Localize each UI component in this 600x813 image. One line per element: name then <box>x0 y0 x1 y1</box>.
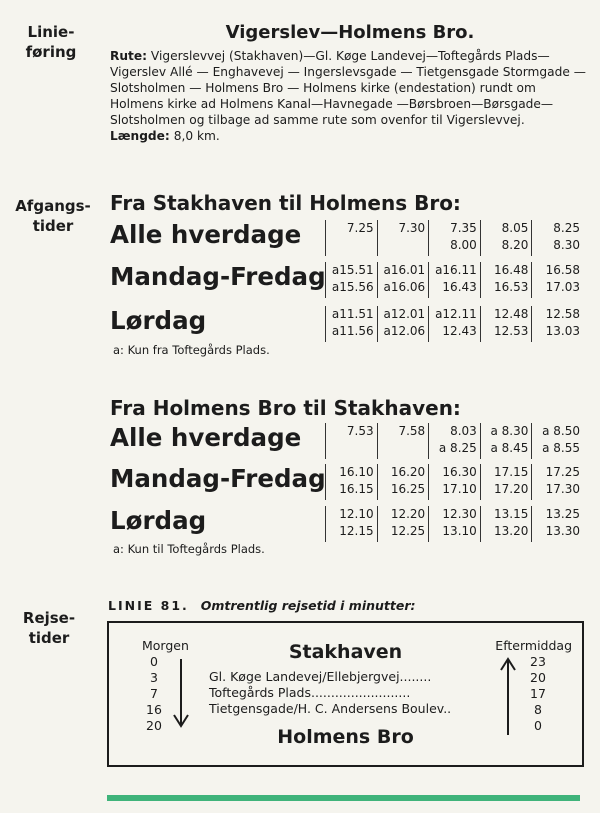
time-value: a16.06 <box>383 280 426 294</box>
stop-name: Gl. Køge Landevej/Ellebjergvej........ <box>209 669 432 684</box>
time-cell <box>377 423 429 459</box>
time-cell <box>325 262 377 298</box>
time-value: 17.25 <box>545 465 580 479</box>
time-value: a 8.25 <box>438 441 477 455</box>
schedule-title: Fra Stakhaven til Holmens Bro: <box>110 191 461 215</box>
travel-time-box <box>107 621 584 767</box>
side-label-line-2: tider <box>32 217 74 235</box>
afternoon-times <box>523 654 553 734</box>
time-cell <box>531 506 583 542</box>
side-label-line-2: tider <box>28 629 70 647</box>
time-cell <box>377 220 429 256</box>
down-arrow-icon <box>173 657 189 729</box>
time-cell <box>428 423 480 459</box>
time-cell <box>377 306 429 342</box>
schedule-note: a: Kun fra Toftegårds Plads. <box>113 343 270 357</box>
time-value: 17.10 <box>442 482 477 496</box>
time-value: 17.20 <box>494 482 529 496</box>
side-label-line-1: Afgangs- <box>15 197 91 215</box>
time-value: a12.06 <box>383 324 426 338</box>
timetable-row <box>325 262 583 298</box>
time-value: 16.30 <box>442 465 477 479</box>
time-value: a12.01 <box>383 307 426 321</box>
side-label-departures <box>8 196 98 236</box>
intermediate-stops <box>209 669 451 717</box>
day-label: Alle hverdage <box>110 423 302 452</box>
time-cell <box>428 464 480 500</box>
morning-time: 3 <box>150 670 158 685</box>
morning-time: 7 <box>150 686 158 701</box>
time-value: 7.25 <box>346 221 374 235</box>
length-label: Længde: <box>110 129 170 143</box>
timetable-row <box>325 306 583 342</box>
day-label: Lørdag <box>110 306 207 335</box>
time-cell <box>531 262 583 298</box>
accent-stripe <box>107 795 580 801</box>
time-cell <box>480 464 532 500</box>
afternoon-time: 8 <box>534 702 542 717</box>
side-label-line-1: Linie- <box>27 23 75 41</box>
time-value: a15.51 <box>331 263 374 277</box>
time-value: 8.25 <box>553 221 580 235</box>
length-value: 8,0 km. <box>173 129 220 143</box>
time-value: 8.05 <box>501 221 529 235</box>
schedule-title: Fra Holmens Bro til Stakhaven: <box>110 396 461 420</box>
time-cell <box>531 464 583 500</box>
day-label: Mandag-Fredag <box>110 464 326 493</box>
time-value: 16.53 <box>494 280 529 294</box>
side-label-line-1: Rejse- <box>22 609 76 627</box>
time-value: 12.43 <box>442 324 477 338</box>
time-value: 16.43 <box>442 280 477 294</box>
time-value: 13.10 <box>442 524 477 538</box>
start-stop: Stakhaven <box>288 641 403 663</box>
morning-time: 16 <box>146 702 162 717</box>
time-value: 8.30 <box>553 238 580 252</box>
route-description <box>110 48 590 144</box>
travel-time-description: Omtrentlig rejsetid i minutter: <box>200 598 416 613</box>
end-stop: Holmens Bro <box>277 726 414 748</box>
time-cell <box>428 506 480 542</box>
up-arrow-icon <box>500 657 516 737</box>
time-value: 13.25 <box>545 507 580 521</box>
time-value: 8.20 <box>501 238 529 252</box>
time-cell <box>480 306 532 342</box>
time-value: 8.03 <box>450 424 477 438</box>
time-value: 12.10 <box>339 507 374 521</box>
time-value: 12.25 <box>390 524 426 538</box>
rute-text: Vigerslevvej (Stakhaven)—Gl. Køge Landevej—Toftegårds Plads—Vigerslev Allé — Enghavevej — Ingerslevsgade — Tietgensgade Stormgade — Slotsholmen — Holmens Bro — Holmens kirke (endestation) rundt om Holmens kirke ad Holmens Kanal—Havnegade —Børsbroen—Børsgade—Slotsholmen og tilbage ad samme rute som ovenfor til Vigerslevvej. <box>110 49 586 127</box>
time-cell <box>531 220 583 256</box>
time-value: 16.48 <box>494 263 529 277</box>
time-cell <box>325 306 377 342</box>
time-value: a 8.55 <box>542 441 580 455</box>
time-cell <box>325 220 377 256</box>
time-cell <box>531 423 583 459</box>
time-value: 7.30 <box>398 221 426 235</box>
time-cell <box>428 262 480 298</box>
time-cell <box>428 306 480 342</box>
time-cell <box>325 464 377 500</box>
side-label-route <box>16 22 86 62</box>
time-cell <box>428 220 480 256</box>
day-label: Alle hverdage <box>110 220 302 249</box>
stop-name: Tietgensgade/H. C. Andersens Boulev.. <box>209 701 452 716</box>
time-value: a 8.45 <box>490 441 529 455</box>
time-value: 17.03 <box>545 280 580 294</box>
time-value: a15.56 <box>331 280 374 294</box>
time-value: 17.15 <box>494 465 529 479</box>
afternoon-label: Eftermiddag <box>495 638 572 653</box>
time-value: 12.30 <box>442 507 477 521</box>
time-cell <box>531 306 583 342</box>
afternoon-time: 17 <box>530 686 546 701</box>
time-value: 12.20 <box>390 507 426 521</box>
side-label-line-2: føring <box>25 43 77 61</box>
time-value: 12.58 <box>545 307 580 321</box>
timetable-row <box>325 506 583 542</box>
time-value: 16.58 <box>545 263 580 277</box>
time-value: 7.35 <box>450 221 477 235</box>
afternoon-time: 23 <box>530 654 546 669</box>
time-value: a12.11 <box>435 307 477 321</box>
timetable-row <box>325 423 583 459</box>
time-value: 13.30 <box>545 524 580 538</box>
morning-time: 20 <box>146 718 162 733</box>
timetable-row <box>325 464 583 500</box>
time-value: 7.53 <box>346 424 374 438</box>
time-value: a 8.50 <box>542 424 580 438</box>
time-cell <box>325 423 377 459</box>
time-cell <box>480 220 532 256</box>
route-title: Vigerslev—Holmens Bro. <box>225 22 475 43</box>
time-value: 13.20 <box>494 524 529 538</box>
time-cell <box>325 506 377 542</box>
time-value: 16.10 <box>339 465 374 479</box>
morning-times <box>139 654 169 734</box>
time-value: a16.11 <box>435 263 477 277</box>
time-cell <box>377 506 429 542</box>
time-cell <box>480 423 532 459</box>
time-value: a 8.30 <box>490 424 529 438</box>
morning-time: 0 <box>150 654 158 669</box>
stop-name: Toftegårds Plads......................... <box>209 685 411 700</box>
time-value: 16.15 <box>339 482 374 496</box>
time-cell <box>480 262 532 298</box>
afternoon-time: 0 <box>534 718 542 733</box>
time-value: 16.20 <box>390 465 426 479</box>
time-value: 8.00 <box>450 238 477 252</box>
time-value: 13.03 <box>545 324 580 338</box>
rute-label: Rute: <box>110 49 148 63</box>
time-value: 17.30 <box>545 482 580 496</box>
line-number: LINIE 81. <box>108 598 189 613</box>
time-cell <box>377 464 429 500</box>
time-value: 12.48 <box>494 307 529 321</box>
time-value: 12.53 <box>494 324 529 338</box>
day-label: Lørdag <box>110 506 207 535</box>
day-label: Mandag-Fredag <box>110 262 326 291</box>
travel-time-heading <box>108 598 416 613</box>
time-cell <box>480 506 532 542</box>
time-cell <box>377 262 429 298</box>
time-value: 16.25 <box>390 482 426 496</box>
timetable-row <box>325 220 583 256</box>
afternoon-time: 20 <box>530 670 546 685</box>
time-value: 12.15 <box>339 524 374 538</box>
time-value: a11.51 <box>331 307 374 321</box>
time-value: a11.56 <box>331 324 374 338</box>
time-value: 7.58 <box>398 424 426 438</box>
morning-label: Morgen <box>142 638 189 653</box>
side-label-travel <box>14 608 84 648</box>
time-value: a16.01 <box>383 263 426 277</box>
schedule-note: a: Kun til Toftegårds Plads. <box>113 542 265 556</box>
time-value: 13.15 <box>494 507 529 521</box>
